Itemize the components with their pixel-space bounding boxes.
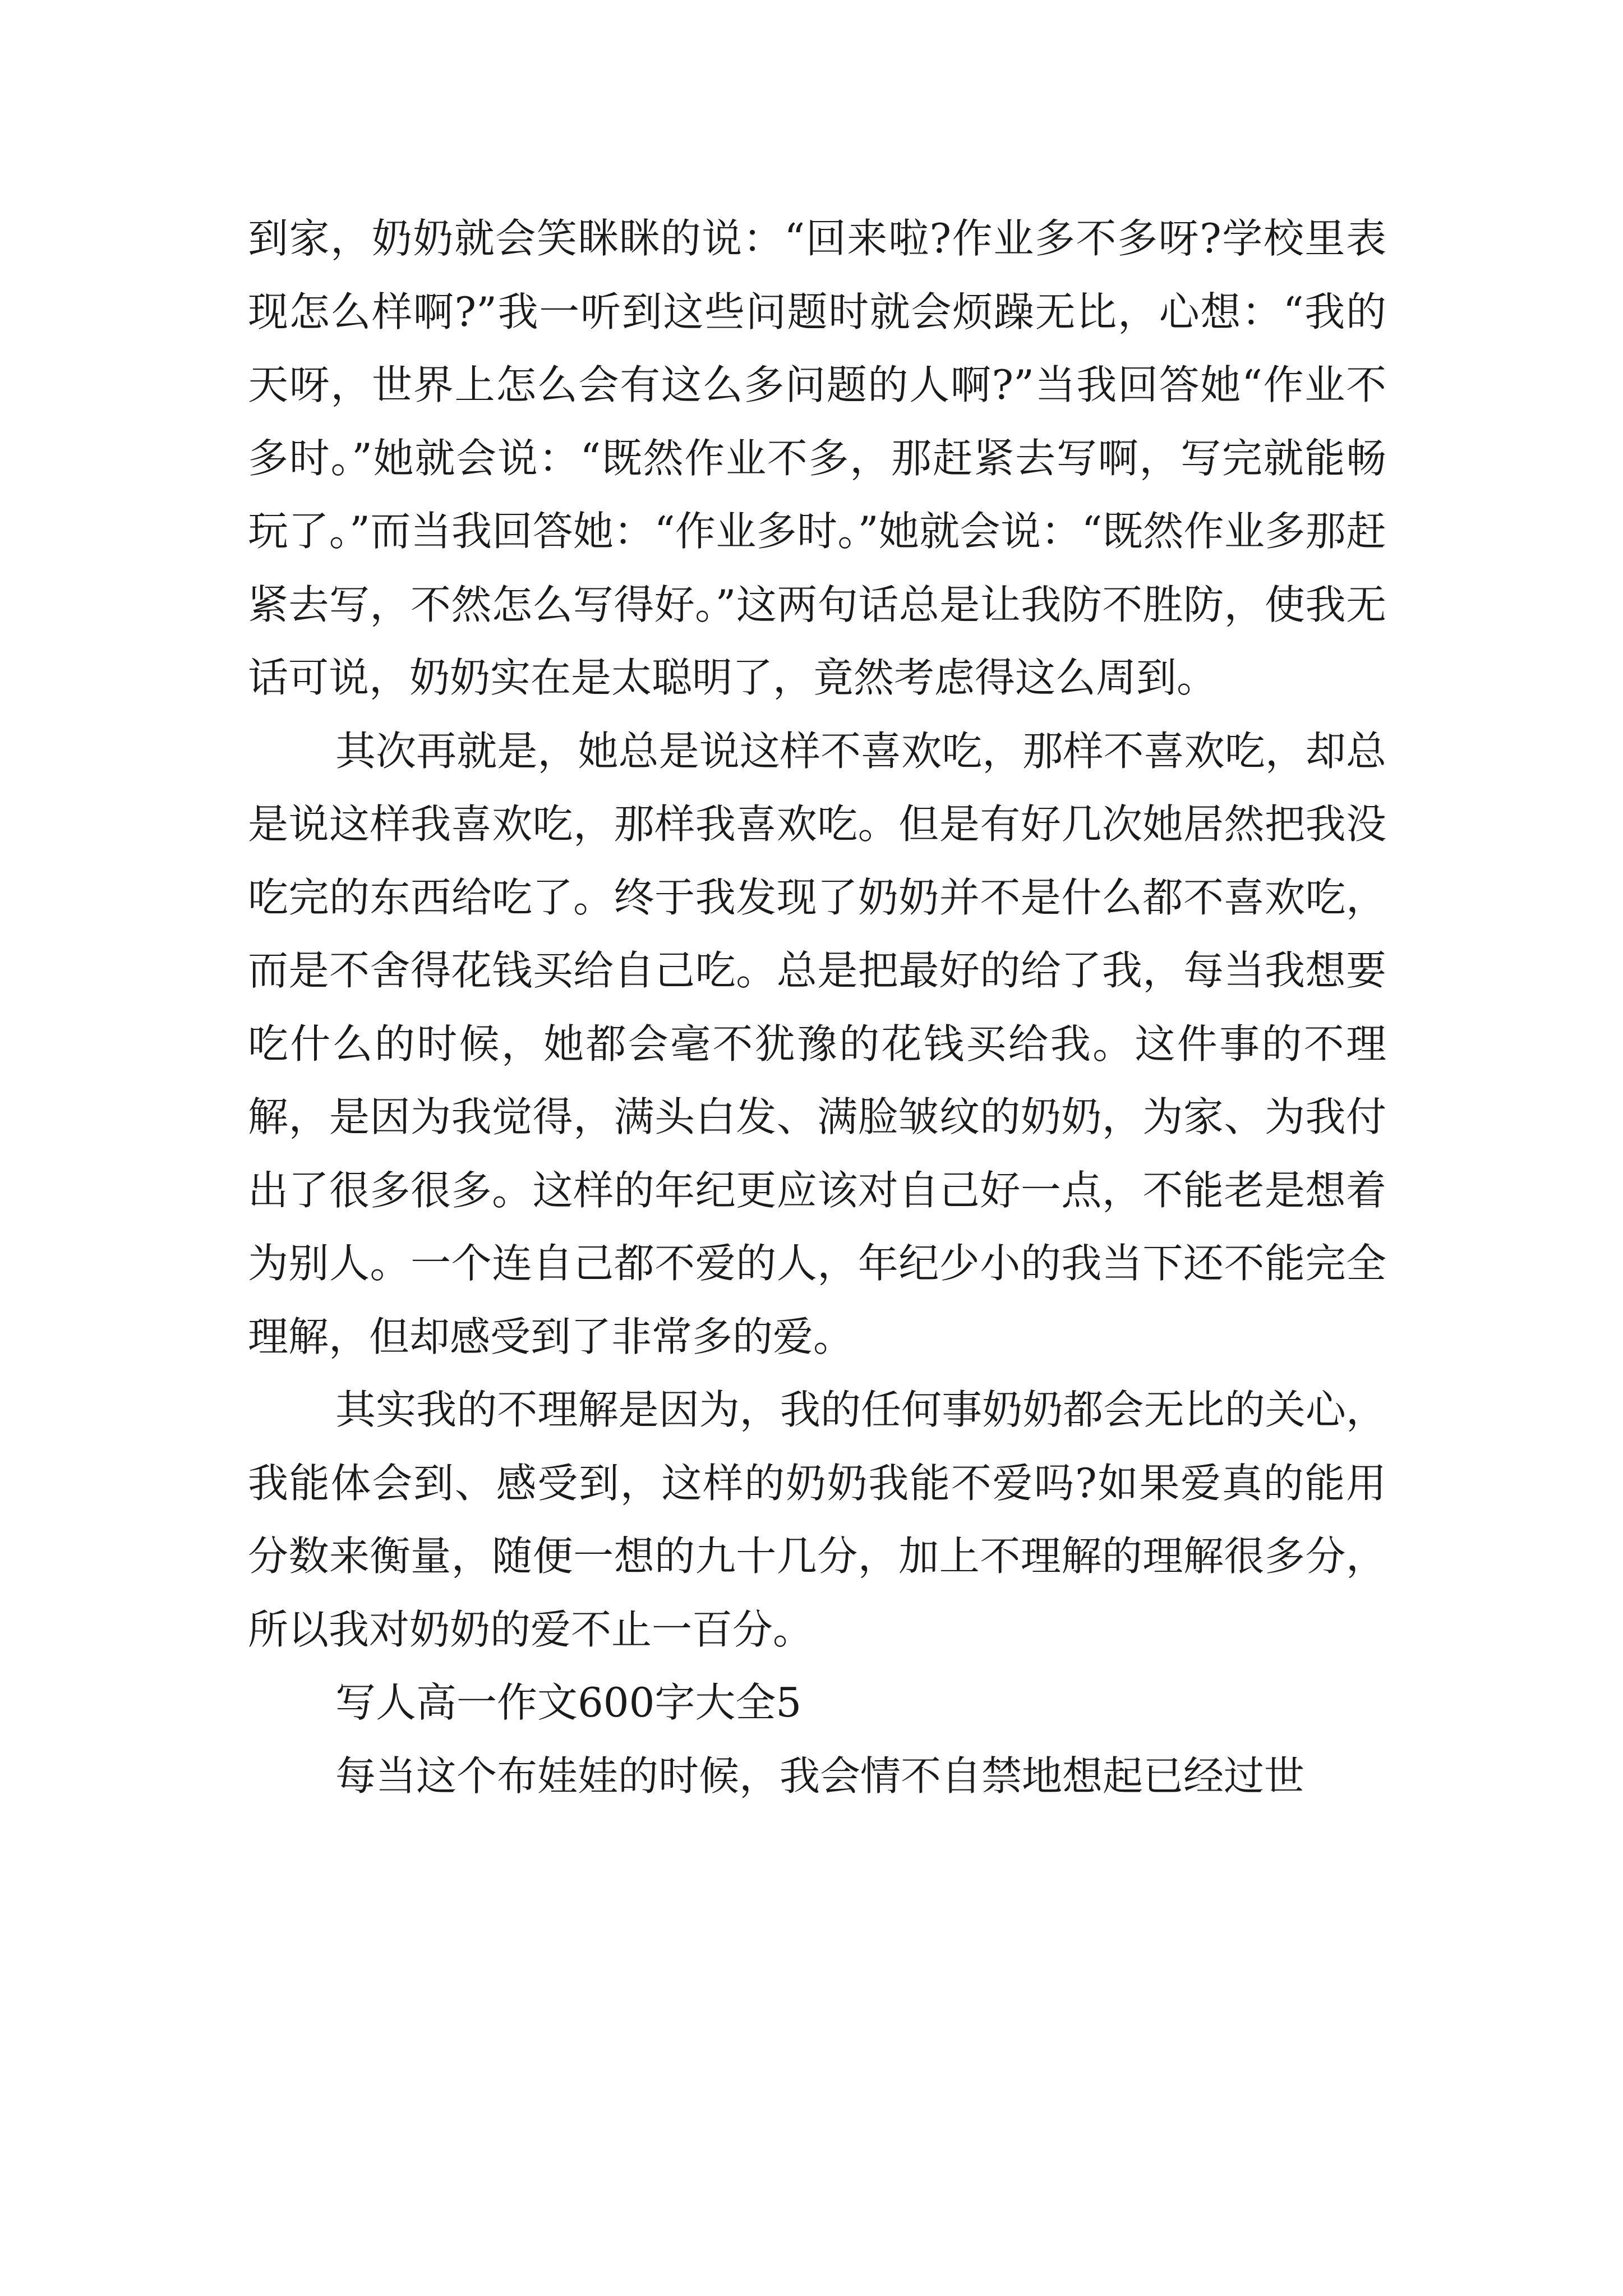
- paragraph-4: 每当这个布娃娃的时候，我会情不自禁地想起已经过世: [335, 1752, 1305, 1800]
- paragraph-3: 其实我的不理解是因为，我的任何事奶奶都会无比的关心，我能体会到、感受到，这样的奶奶我能不爱吗?如果爱真的能用分数来衡量，随便一想的九十几分，加上不理解的理解很多分，所以我对奶奶的爱不止一百分。: [248, 1386, 1386, 1653]
- paragraph-1: 到家，奶奶就会笑眯眯的说：“回来啦?作业多不多呀?学校里表现怎么样啊?”我一听到这些问题时就会烦躁无比，心想：“我的天呀，世界上怎么会有这么多问题的人啊?”当我回答她“作业不多时。”她就会说：“既然作业不多，那赶紧去写啊，写完就能畅玩了。”而当我回答她：“作业多时。”她就会说：“既然作业多那赶紧去写，不然怎么写得好。”这两句话总是让我防不胜防，使我无话可说，奶奶实在是太聪明了，竟然考虑得这么周到。: [248, 215, 1386, 701]
- document-body: [248, 202, 1386, 1812]
- paragraph-2: 其次再就是，她总是说这样不喜欢吃，那样不喜欢吃，却总是说这样我喜欢吃，那样我喜欢吃。但是有好几次她居然把我没吃完的东西给吃了。终于我发现了奶奶并不是什么都不喜欢吃，而是不舍得花钱买给自己吃。总是把最好的给了我，每当我想要吃什么的时候，她都会毫不犹豫的花钱买给我。这件事的不理解，是因为我觉得，满头白发、满脸皱纹的奶奶，为家、为我付出了很多很多。这样的年纪更应该对自己好一点，不能老是想着为别人。一个连自己都不爱的人，年纪少小的我当下还不能完全理解，但却感受到了非常多的爱。: [248, 727, 1386, 1360]
- section-heading: 写人高一作文600字大全5: [335, 1679, 802, 1726]
